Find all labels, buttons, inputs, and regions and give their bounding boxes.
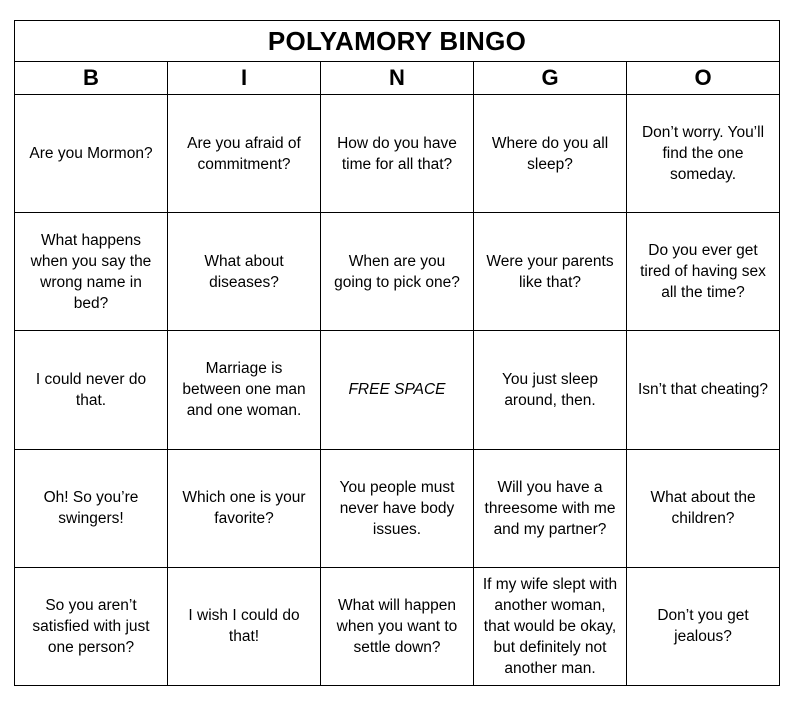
letter-row bbox=[15, 62, 780, 95]
bingo-row bbox=[15, 567, 780, 685]
bingo-square: Marriage is between one man and one woman. bbox=[168, 331, 321, 449]
bingo-square: What will happen when you want to settle down? bbox=[321, 567, 474, 685]
free-space-square: FREE SPACE bbox=[321, 331, 474, 449]
bingo-square: Will you have a threesome with me and my partner? bbox=[474, 449, 627, 567]
bingo-square: Where do you all sleep? bbox=[474, 94, 627, 212]
title-row bbox=[15, 21, 780, 62]
bingo-square: What about the children? bbox=[627, 449, 780, 567]
bingo-square: I wish I could do that! bbox=[168, 567, 321, 685]
bingo-square: Were your parents like that? bbox=[474, 213, 627, 331]
bingo-square: If my wife slept with another woman, that would be okay, but definitely not another man. bbox=[474, 567, 627, 685]
bingo-square: When are you going to pick one? bbox=[321, 213, 474, 331]
column-letter-i: I bbox=[168, 62, 321, 95]
bingo-square: I could never do that. bbox=[15, 331, 168, 449]
column-letter-b: B bbox=[15, 62, 168, 95]
bingo-square: What about diseases? bbox=[168, 213, 321, 331]
bingo-square: Don’t worry. You’ll find the one someday. bbox=[627, 94, 780, 212]
bingo-square: So you aren’t satisfied with just one person? bbox=[15, 567, 168, 685]
bingo-square: Are you Mormon? bbox=[15, 94, 168, 212]
bingo-square: Don’t you get jealous? bbox=[627, 567, 780, 685]
card-title: POLYAMORY BINGO bbox=[15, 21, 780, 62]
bingo-square: You people must never have body issues. bbox=[321, 449, 474, 567]
bingo-row bbox=[15, 331, 780, 449]
bingo-square: Isn’t that cheating? bbox=[627, 331, 780, 449]
column-letter-o: O bbox=[627, 62, 780, 95]
bingo-square: You just sleep around, then. bbox=[474, 331, 627, 449]
bingo-square: How do you have time for all that? bbox=[321, 94, 474, 212]
bingo-square: What happens when you say the wrong name in bed? bbox=[15, 213, 168, 331]
bingo-square: Oh! So you’re swingers! bbox=[15, 449, 168, 567]
column-letter-n: N bbox=[321, 62, 474, 95]
bingo-row bbox=[15, 94, 780, 212]
bingo-square: Which one is your favorite? bbox=[168, 449, 321, 567]
bingo-square: Do you ever get tired of having sex all the time? bbox=[627, 213, 780, 331]
bingo-card bbox=[14, 20, 780, 686]
bingo-row bbox=[15, 213, 780, 331]
column-letter-g: G bbox=[474, 62, 627, 95]
bingo-row bbox=[15, 449, 780, 567]
bingo-square: Are you afraid of commitment? bbox=[168, 94, 321, 212]
